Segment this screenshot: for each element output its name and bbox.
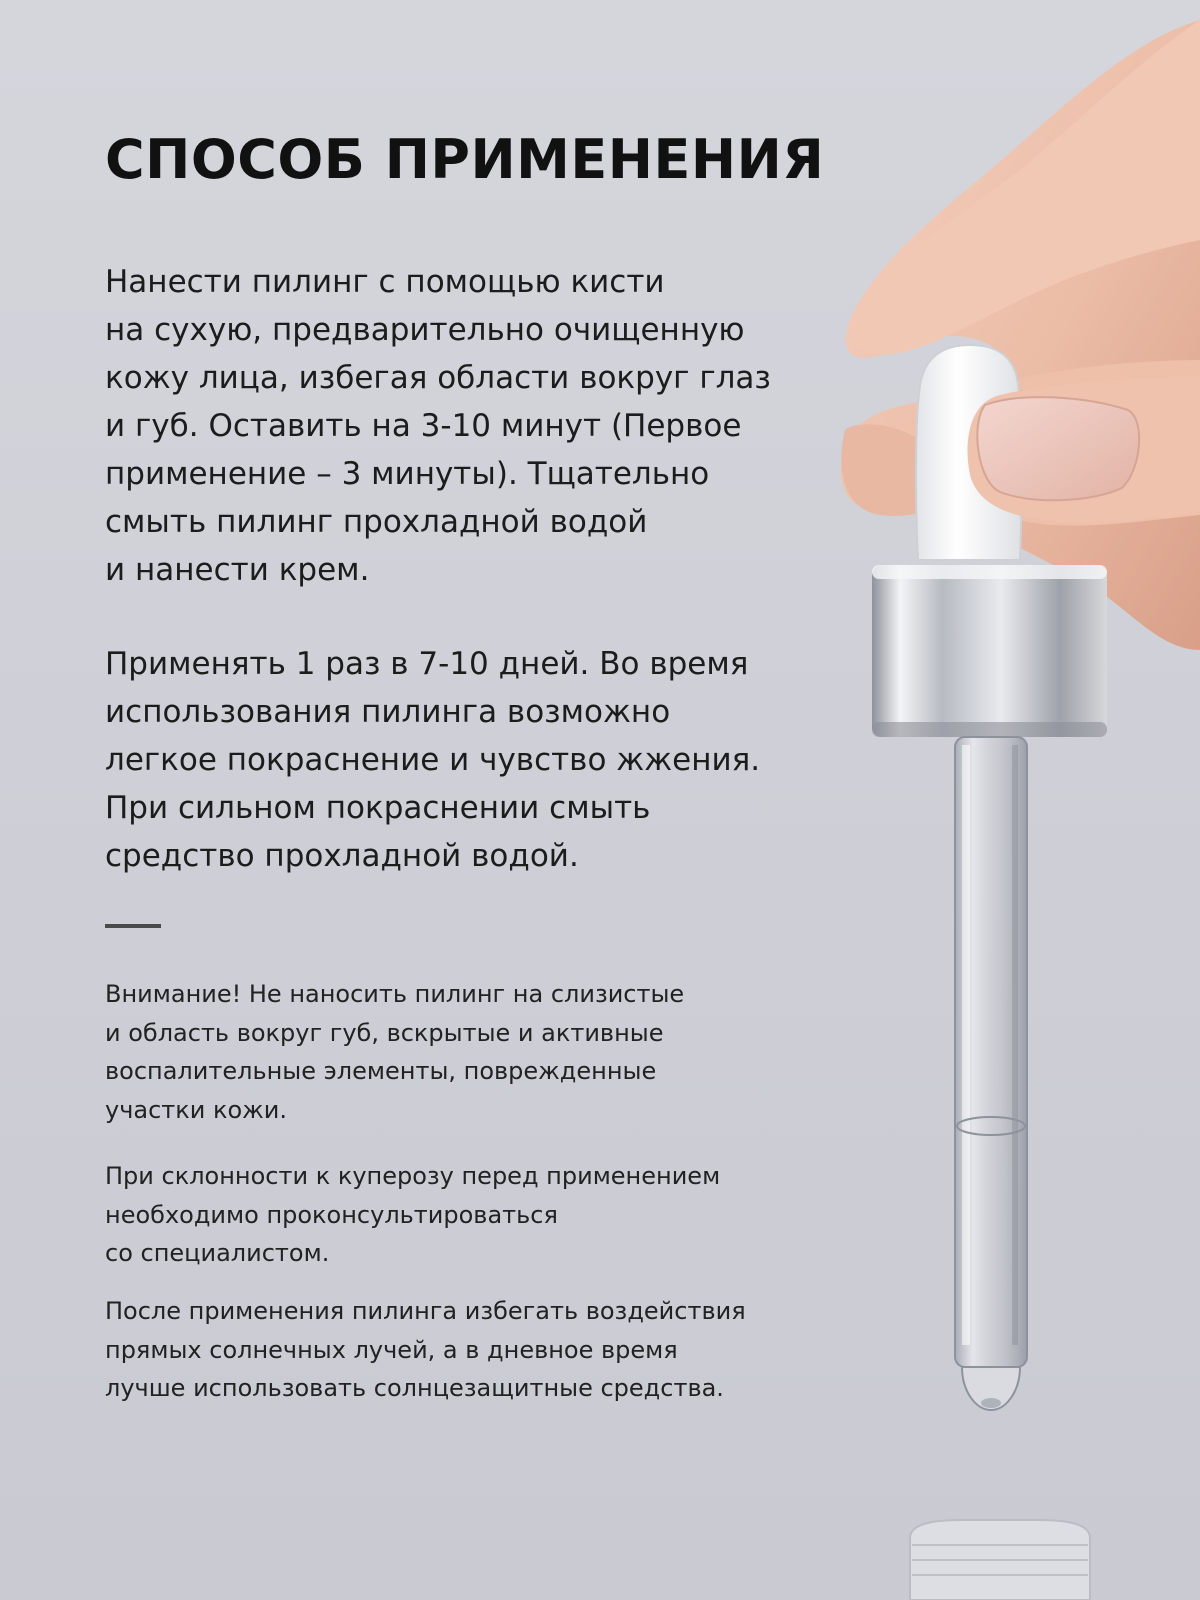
text-line: Нанести пилинг с помощью кисти <box>105 264 665 300</box>
warning-note-couperose <box>105 1157 845 1273</box>
thumb-nail <box>977 397 1139 500</box>
text-line: применение – 3 минуты). Тщательно <box>105 456 710 492</box>
warning-note-sun <box>105 1292 845 1408</box>
text-line: использования пилинга возможно <box>105 694 671 730</box>
text-line: После применения пилинга избегать воздействия <box>105 1297 746 1325</box>
text-line: смыть пилинг прохладной водой <box>105 504 648 540</box>
glass-pipette <box>955 737 1027 1410</box>
text-line: При склонности к куперозу перед применением <box>105 1162 721 1190</box>
text-line: Применять 1 раз в 7-10 дней. Во время <box>105 646 749 682</box>
warning-note-mucosa <box>105 975 845 1129</box>
text-line: легкое покраснение и чувство жжения. <box>105 742 761 778</box>
text-line: Внимание! Не наносить пилинг на слизистые <box>105 980 685 1008</box>
text-line: участки кожи. <box>105 1095 288 1124</box>
metal-collar <box>872 565 1107 737</box>
instructions-paragraph-application <box>105 258 845 594</box>
section-divider <box>105 924 161 928</box>
text-line: При сильном покраснении смыть <box>105 790 651 826</box>
text-line: лучше использовать солнцезащитные средства. <box>105 1374 724 1402</box>
text-line: и область вокруг губ, вскрытые и активные <box>105 1018 664 1047</box>
text-line: прямых солнечных лучей, а в дневное время <box>105 1335 678 1364</box>
text-line: на сухую, предварительно очищенную <box>105 312 745 348</box>
text-line: со специалистом. <box>105 1239 330 1267</box>
text-line: и нанести крем. <box>105 552 370 588</box>
text-line: воспалительные элементы, поврежденные <box>105 1057 657 1085</box>
text-line: средство прохладной водой. <box>105 838 579 874</box>
page-title: СПОСОБ ПРИМЕНЕНИЯ <box>105 128 825 192</box>
text-line: кожу лица, избегая области вокруг глаз <box>105 360 771 396</box>
instructions-paragraph-frequency <box>105 640 845 880</box>
bottle-neck <box>910 1520 1090 1600</box>
hand-holding-pipette-illustration <box>820 0 1200 1600</box>
text-line: и губ. Оставить на 3-10 минут (Первое <box>105 408 742 444</box>
text-line: необходимо проконсультироваться <box>105 1200 558 1229</box>
